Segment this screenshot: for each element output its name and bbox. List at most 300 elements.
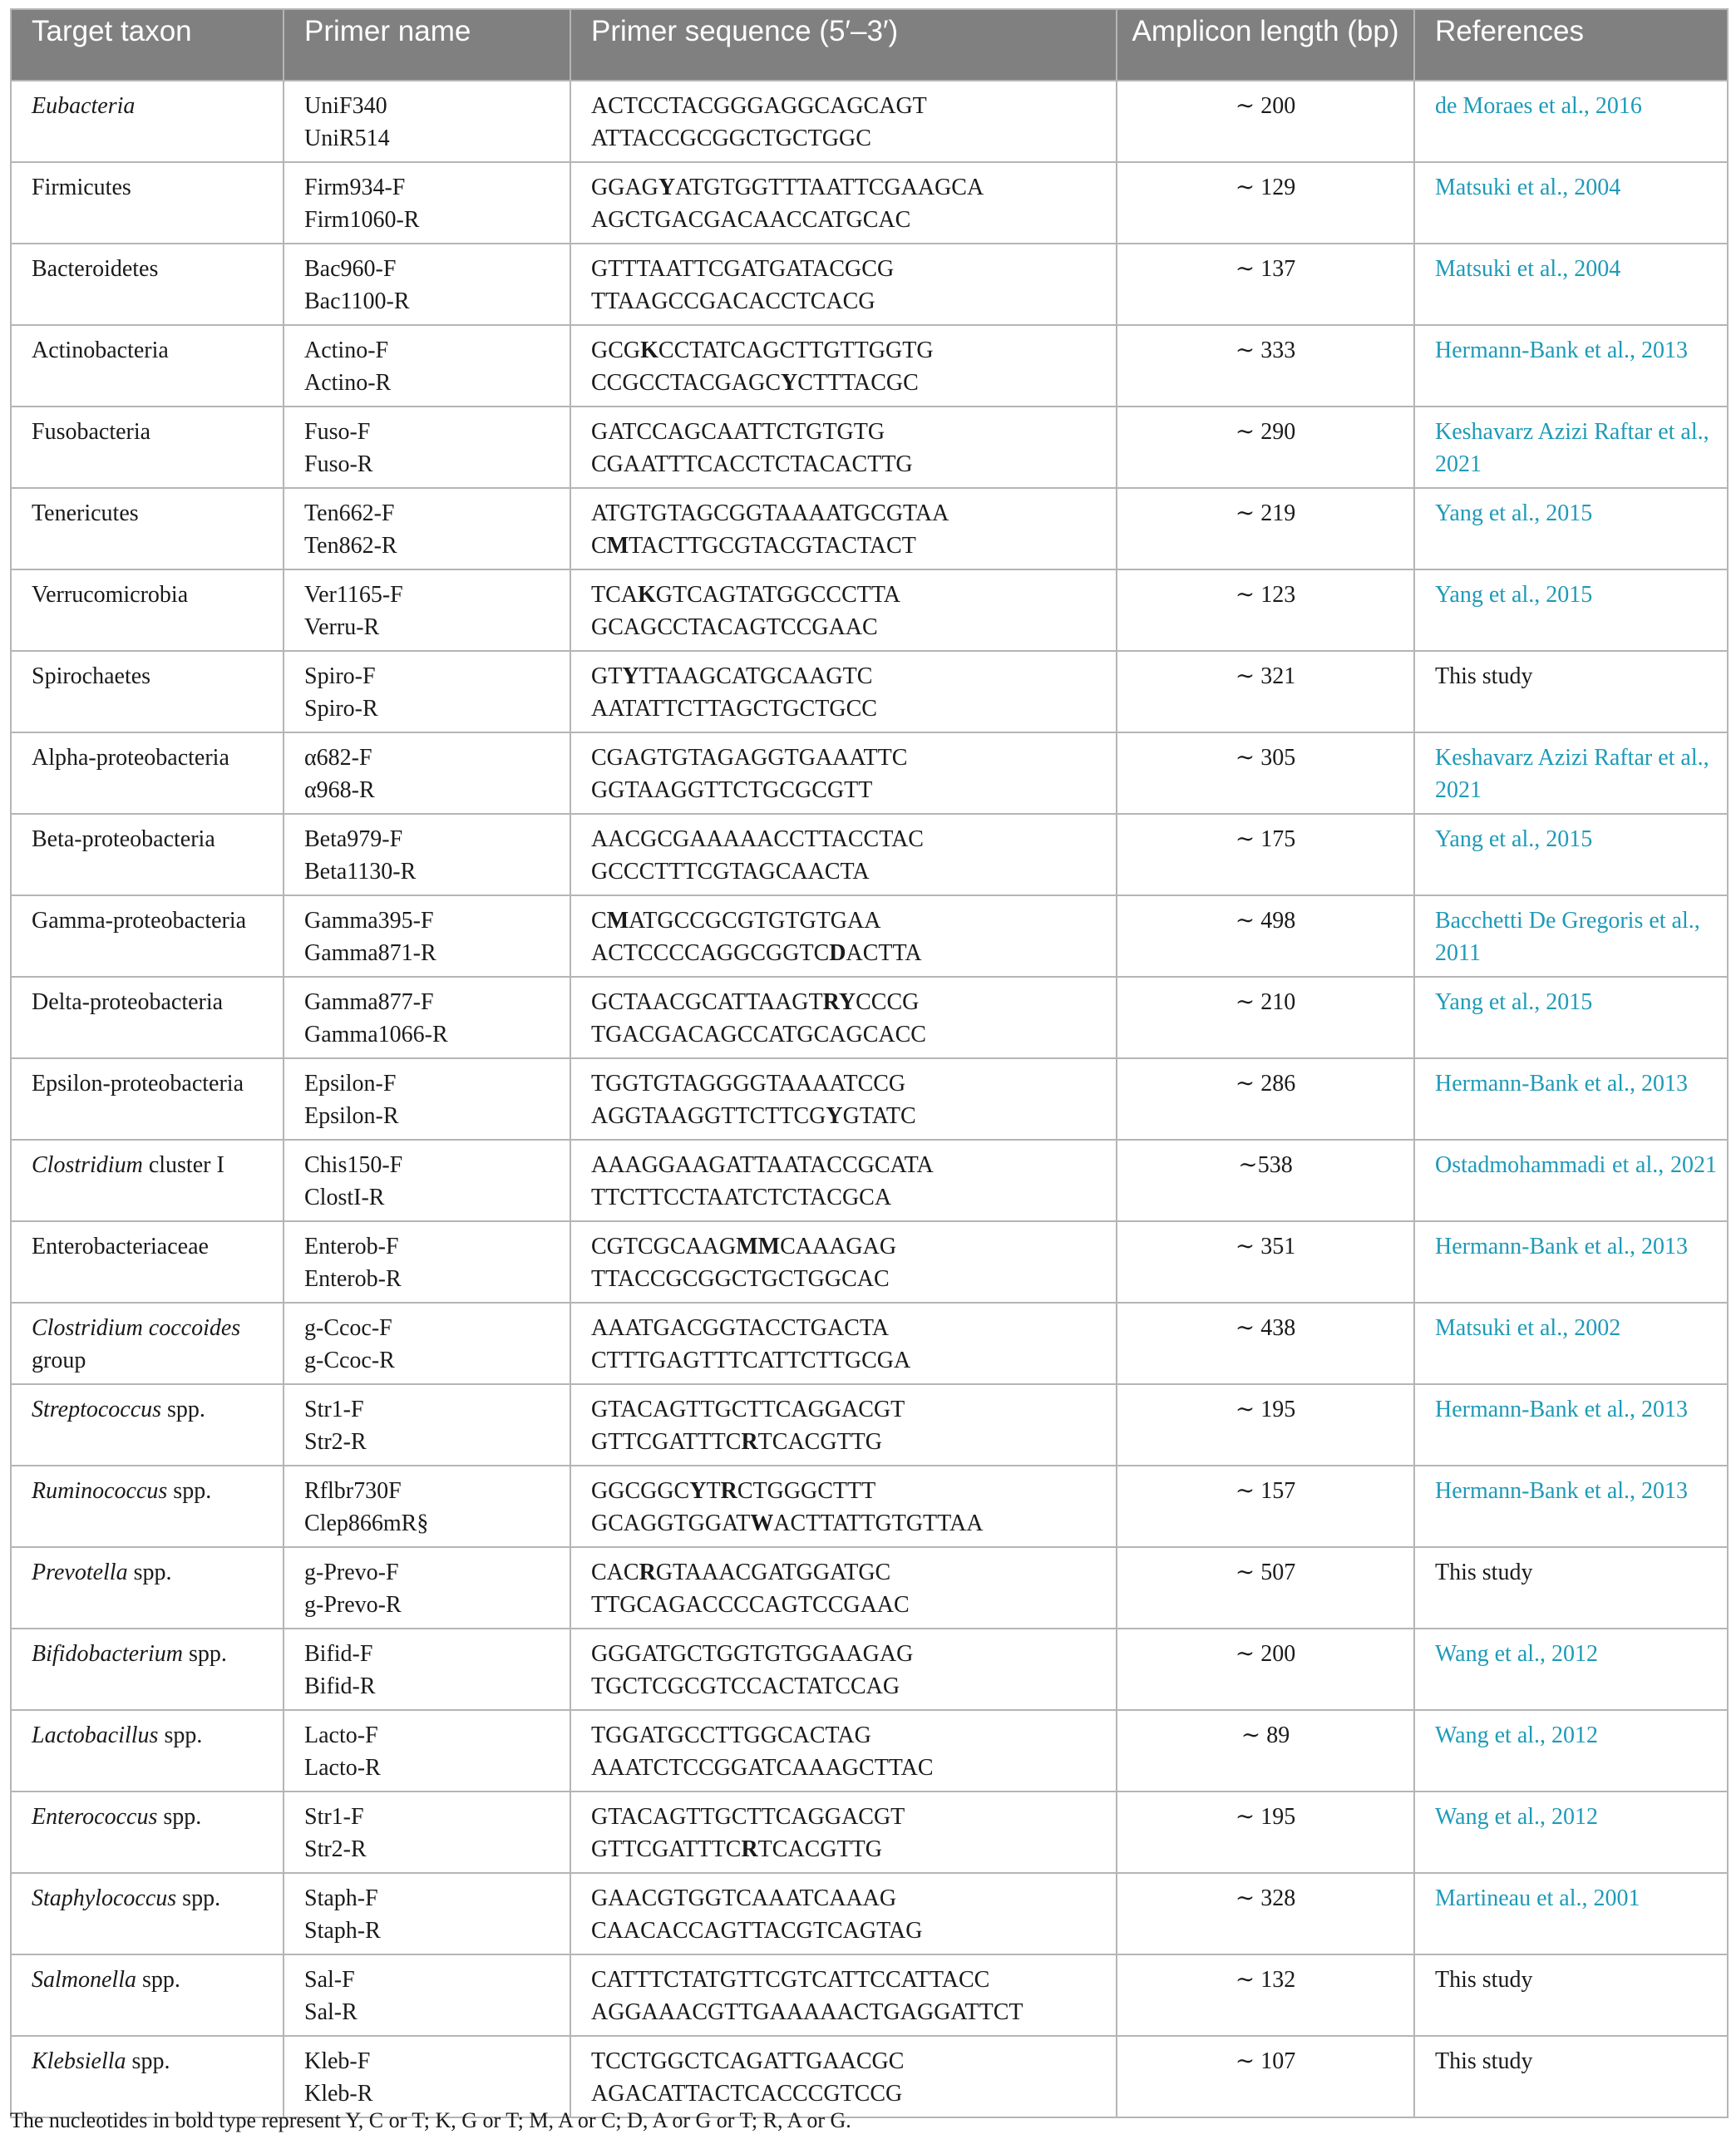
- sequence-segment: TCACGTTG: [757, 1836, 882, 1862]
- amplicon-length-cell: ∼ 107: [1117, 2036, 1414, 2117]
- degenerate-nucleotide: R: [741, 1836, 758, 1862]
- sequence-segment: ACTCCCCAGGCGGTC: [591, 940, 830, 966]
- primer-sequence: [591, 774, 1106, 806]
- amplicon-length-cell: ∼ 210: [1117, 977, 1414, 1058]
- primer-name: Beta979-F: [304, 826, 403, 852]
- sequence-segment: TCA: [591, 582, 638, 608]
- primer-name-cell: [284, 1140, 570, 1221]
- primer-sequence: [591, 1996, 1106, 2028]
- taxon-text: spp.: [167, 1478, 212, 1504]
- primer-sequence-cell: [570, 407, 1117, 488]
- sequence-segment: GTTTAATTCGATGATACGCG: [591, 256, 895, 282]
- sequence-segment: AAATGACGGTACCTGACTA: [591, 1315, 889, 1341]
- table-row: [11, 1140, 1728, 1221]
- primer-sequence: [591, 448, 1106, 481]
- primer-sequence: [591, 692, 1106, 725]
- sequence-segment: C: [591, 533, 607, 559]
- sequence-segment: GCAGGTGGAT: [591, 1511, 751, 1536]
- sequence-segment: TTGCAGACCCCAGTCCGAAC: [591, 1592, 910, 1618]
- taxon-text: Beta-proteobacteria: [32, 826, 215, 852]
- reference-label: Matsuki et al., 2004: [1435, 175, 1621, 200]
- primer-name: Fuso-F: [304, 419, 371, 445]
- reference-label: This study: [1435, 1967, 1533, 1993]
- primer-sequence: [591, 986, 1106, 1018]
- reference-link[interactable]: [1414, 407, 1728, 488]
- taxon-italic-text: Clostridium coccoides: [32, 1315, 241, 1341]
- degenerate-nucleotide: K: [640, 338, 658, 363]
- reference-label: Yang et al., 2015: [1435, 826, 1593, 852]
- taxon-text: spp.: [182, 1641, 227, 1667]
- taxon-text: Tenericutes: [32, 500, 139, 526]
- primer-name: Clep866mR§: [304, 1511, 429, 1536]
- sequence-segment: AATATTCTTAGCTGCTGCC: [591, 696, 877, 722]
- primer-sequence-cell: [570, 1547, 1117, 1629]
- degenerate-nucleotide: MM: [736, 1234, 781, 1259]
- table-footnote: The nucleotides in bold type represent Y, C or T; K, G or T; M, A or C; D, A or G or T; R, A or G.: [10, 2108, 851, 2132]
- sequence-segment: CAACACCAGTTACGTCAGTAG: [591, 1918, 923, 1944]
- target-taxon-cell: [11, 651, 284, 732]
- sequence-segment: CGAGTGTAGAGGTGAAATTC: [591, 745, 908, 771]
- target-taxon-cell: [11, 1303, 284, 1384]
- reference-link[interactable]: [1414, 895, 1728, 977]
- primer-sequence: [591, 904, 1106, 937]
- target-taxon-cell: [11, 732, 284, 814]
- reference-link[interactable]: [1414, 569, 1728, 651]
- primer-name: Gamma1066-R: [304, 1022, 448, 1047]
- sequence-segment: CAAAGAG: [780, 1234, 897, 1259]
- primer-sequence: [591, 2077, 1106, 2110]
- taxon-text: Bacteroidetes: [32, 256, 159, 282]
- reference-link[interactable]: [1414, 732, 1728, 814]
- table-row: [11, 1547, 1728, 1629]
- primer-sequence-cell: [570, 1792, 1117, 1873]
- reference-link[interactable]: [1414, 325, 1728, 407]
- primer-name-cell: [284, 1954, 570, 2036]
- reference-link[interactable]: [1414, 162, 1728, 244]
- taxon-italic-text: Streptococcus: [32, 1397, 162, 1422]
- primer-name: Ten662-F: [304, 500, 395, 526]
- primer-name-cell: [284, 162, 570, 244]
- taxon-text: spp.: [127, 1560, 172, 1585]
- target-taxon-cell: [11, 1384, 284, 1466]
- amplicon-length-cell: ∼ 132: [1117, 1954, 1414, 2036]
- sequence-segment: TGGTGTAGGGGTAAAATCCG: [591, 1071, 906, 1097]
- primer-sequence-cell: [570, 1710, 1117, 1792]
- primer-sequence: [591, 1393, 1106, 1426]
- primer-name-cell: [284, 1873, 570, 1954]
- sequence-segment: GGTAAGGTTCTGCGCGTT: [591, 777, 873, 803]
- reference-label: Wang et al., 2012: [1435, 1723, 1599, 1748]
- primer-name: UniF340: [304, 93, 387, 119]
- primer-name-cell: [284, 488, 570, 569]
- primer-sequence: [591, 1833, 1106, 1865]
- target-taxon-cell: [11, 325, 284, 407]
- sequence-segment: GTACAGTTGCTTCAGGACGT: [591, 1804, 905, 1830]
- sequence-segment: ATGCCGCGTGTGTGAA: [629, 908, 881, 934]
- sequence-segment: CAC: [591, 1560, 639, 1585]
- primer-name-cell: [284, 732, 570, 814]
- sequence-segment: GTACAGTTGCTTCAGGACGT: [591, 1397, 905, 1422]
- header-references: References: [1414, 9, 1728, 81]
- header-row: [11, 9, 1728, 81]
- reference-link[interactable]: [1414, 1384, 1728, 1466]
- reference-link[interactable]: [1414, 1140, 1728, 1221]
- amplicon-length-cell: ∼538: [1117, 1140, 1414, 1221]
- amplicon-length-cell: ∼ 200: [1117, 81, 1414, 162]
- primer-sequence: [591, 2045, 1106, 2077]
- sequence-segment: ATTACCGCGGCTGCTGGC: [591, 126, 871, 151]
- primer-name: Bac1100-R: [304, 288, 410, 314]
- sequence-segment: GT: [591, 663, 623, 689]
- primer-sequence: [591, 742, 1106, 774]
- primer-name: α682-F: [304, 745, 372, 771]
- sequence-segment: TGACGACAGCCATGCAGCACC: [591, 1022, 926, 1047]
- sequence-segment: GTATC: [842, 1103, 916, 1129]
- primer-name: g-Ccoc-R: [304, 1348, 395, 1373]
- taxon-text: Verrucomicrobia: [32, 582, 189, 608]
- primer-name: UniR514: [304, 126, 390, 151]
- amplicon-length-cell: ∼ 498: [1117, 895, 1414, 977]
- target-taxon-cell: [11, 1710, 284, 1792]
- reference-link[interactable]: [1414, 1710, 1728, 1792]
- reference-text: [1414, 1954, 1728, 2036]
- taxon-text: spp.: [126, 2048, 170, 2074]
- sequence-segment: ACTTATTGTGTTAA: [773, 1511, 984, 1536]
- taxon-italic-text: Clostridium: [32, 1152, 143, 1178]
- primer-name: Staph-R: [304, 1918, 381, 1944]
- target-taxon-cell: [11, 1140, 284, 1221]
- primer-name-cell: [284, 1058, 570, 1140]
- reference-text: [1414, 1547, 1728, 1629]
- reference-label: Ostadmohammadi et al., 2021: [1435, 1152, 1717, 1178]
- primer-sequence: [591, 1752, 1106, 1784]
- sequence-segment: TGCTCGCGTCCACTATCCAG: [591, 1673, 900, 1699]
- primer-name: Spiro-R: [304, 696, 378, 722]
- primer-sequence: [591, 1149, 1106, 1181]
- primer-name: Chis150-F: [304, 1152, 403, 1178]
- sequence-segment: GTTCGATTTC: [591, 1836, 742, 1862]
- taxon-italic-text: Klebsiella: [32, 2048, 126, 2074]
- target-taxon-cell: [11, 1547, 284, 1629]
- amplicon-length-cell: ∼ 507: [1117, 1547, 1414, 1629]
- sequence-segment: AGCTGACGACAACCATGCAC: [591, 207, 911, 233]
- table-row: [11, 81, 1728, 162]
- sequence-segment: CATTTCTATGTTCGTCATTCCATTACC: [591, 1967, 990, 1993]
- primer-name: g-Prevo-R: [304, 1592, 402, 1618]
- primer-name: Firm1060-R: [304, 207, 420, 233]
- primer-sequence: [591, 497, 1106, 530]
- primer-sequence-cell: [570, 1058, 1117, 1140]
- target-taxon-cell: [11, 81, 284, 162]
- primer-name: Verru-R: [304, 614, 380, 640]
- primer-name: Ver1165-F: [304, 582, 403, 608]
- primer-name-cell: [284, 1466, 570, 1547]
- reference-link[interactable]: [1414, 81, 1728, 162]
- sequence-segment: CTGGGCTTT: [737, 1478, 876, 1504]
- amplicon-length-cell: ∼ 175: [1117, 814, 1414, 895]
- primer-name: Str1-F: [304, 1804, 364, 1830]
- amplicon-length-cell: ∼ 200: [1117, 1629, 1414, 1710]
- primer-sequence: [591, 1344, 1106, 1377]
- primer-name-cell: [284, 1384, 570, 1466]
- amplicon-length-cell: ∼ 321: [1117, 651, 1414, 732]
- reference-link[interactable]: [1414, 1303, 1728, 1384]
- sequence-segment: ACTTA: [846, 940, 922, 966]
- amplicon-length-cell: ∼ 286: [1117, 1058, 1414, 1140]
- target-taxon-cell: [11, 814, 284, 895]
- reference-label: Keshavarz Azizi Raftar et al., 2021: [1435, 745, 1709, 803]
- sequence-segment: TTCTTCCTAATCTCTACGCA: [591, 1185, 892, 1210]
- amplicon-length-cell: ∼ 290: [1117, 407, 1414, 488]
- amplicon-length-cell: ∼ 195: [1117, 1792, 1414, 1873]
- table-row: [11, 1303, 1728, 1384]
- primer-name: Firm934-F: [304, 175, 406, 200]
- target-taxon-cell: [11, 1058, 284, 1140]
- primer-name: Epsilon-R: [304, 1103, 399, 1129]
- reference-link[interactable]: [1414, 1466, 1728, 1547]
- primer-name: Rflbr730F: [304, 1478, 402, 1504]
- sequence-segment: AGGAAACGTTGAAAAACTGAGGATTCT: [591, 1999, 1023, 2025]
- table-row: [11, 1629, 1728, 1710]
- primer-name: Bifid-F: [304, 1641, 373, 1667]
- reference-label: Yang et al., 2015: [1435, 989, 1593, 1015]
- reference-link[interactable]: [1414, 488, 1728, 569]
- primer-sequence-cell: [570, 162, 1117, 244]
- reference-label: Yang et al., 2015: [1435, 582, 1593, 608]
- primer-name-cell: [284, 1792, 570, 1873]
- primer-name: Ten862-R: [304, 533, 397, 559]
- amplicon-length-cell: ∼ 195: [1117, 1384, 1414, 1466]
- primer-sequence: [591, 204, 1106, 236]
- primer-name: Actino-F: [304, 338, 389, 363]
- primer-sequence: [591, 823, 1106, 855]
- reference-link[interactable]: [1414, 1873, 1728, 1954]
- degenerate-nucleotide: M: [606, 533, 629, 559]
- reference-label: Bacchetti De Gregoris et al., 2011: [1435, 908, 1700, 966]
- primer-name: Spiro-F: [304, 663, 376, 689]
- amplicon-length-cell: ∼ 123: [1117, 569, 1414, 651]
- amplicon-length-cell: ∼ 157: [1117, 1466, 1414, 1547]
- header-primer-sequence: Primer sequence (5′–3′): [570, 9, 1117, 81]
- primer-name-cell: [284, 977, 570, 1058]
- sequence-segment: GAACGTGGTCAAATCAAAG: [591, 1885, 897, 1911]
- primer-name-cell: [284, 1710, 570, 1792]
- primer-name-cell: [284, 895, 570, 977]
- reference-text: [1414, 651, 1728, 732]
- primer-sequence-cell: [570, 81, 1117, 162]
- primer-name-cell: [284, 1221, 570, 1303]
- target-taxon-cell: [11, 569, 284, 651]
- primer-sequence: [591, 937, 1106, 969]
- amplicon-length-cell: ∼ 129: [1117, 162, 1414, 244]
- degenerate-nucleotide: R: [720, 1478, 737, 1504]
- taxon-text: spp.: [176, 1885, 221, 1911]
- degenerate-nucleotide: R: [741, 1429, 758, 1455]
- taxon-text: Spirochaetes: [32, 663, 151, 689]
- primer-name: g-Ccoc-F: [304, 1315, 392, 1341]
- primer-name: Enterob-R: [304, 1266, 402, 1292]
- taxon-italic-text: Bifidobacterium: [32, 1641, 183, 1667]
- primer-name-cell: [284, 569, 570, 651]
- table-row: [11, 569, 1728, 651]
- primer-sequence-cell: [570, 244, 1117, 325]
- table-row: [11, 1710, 1728, 1792]
- sequence-segment: TCCTGGCTCAGATTGAACGC: [591, 2048, 905, 2074]
- primer-name-cell: [284, 1547, 570, 1629]
- table-row: [11, 732, 1728, 814]
- reference-text: [1414, 2036, 1728, 2117]
- primer-sequence-cell: [570, 325, 1117, 407]
- taxon-text: cluster I: [142, 1152, 224, 1178]
- sequence-segment: GCG: [591, 338, 641, 363]
- primer-sequence: [591, 1638, 1106, 1670]
- table-row: [11, 244, 1728, 325]
- primer-sequence: [591, 1018, 1106, 1051]
- taxon-italic-text: Prevotella: [32, 1560, 128, 1585]
- target-taxon-cell: [11, 244, 284, 325]
- table-row: [11, 895, 1728, 977]
- primer-name: Str2-R: [304, 1836, 367, 1862]
- reference-link[interactable]: [1414, 814, 1728, 895]
- primer-sequence-cell: [570, 1629, 1117, 1710]
- sequence-segment: CGAATTTCACCTCTACACTTG: [591, 451, 913, 477]
- sequence-segment: CCCG: [856, 989, 920, 1015]
- degenerate-nucleotide: M: [606, 908, 629, 934]
- sequence-segment: GTTCGATTTC: [591, 1429, 742, 1455]
- sequence-segment: TTAAGCCGACACCTCACG: [591, 288, 875, 314]
- degenerate-nucleotide: Y: [781, 370, 798, 396]
- reference-label: Yang et al., 2015: [1435, 500, 1593, 526]
- taxon-text: spp.: [136, 1967, 180, 1993]
- primer-sequence: [591, 1556, 1106, 1589]
- taxon-italic-text: Salmonella: [32, 1967, 136, 1993]
- taxon-text: Enterobacteriaceae: [32, 1234, 209, 1259]
- primer-name: Str1-F: [304, 1397, 364, 1422]
- reference-link[interactable]: [1414, 1221, 1728, 1303]
- target-taxon-cell: [11, 1792, 284, 1873]
- reference-label: Hermann-Bank et al., 2013: [1435, 1071, 1689, 1097]
- primer-sequence: [591, 1067, 1106, 1100]
- sequence-segment: AGACATTACTCACCCGTCCG: [591, 2081, 903, 2107]
- table-row: [11, 1058, 1728, 1140]
- primer-name: Bac960-F: [304, 256, 397, 282]
- primer-name-cell: [284, 407, 570, 488]
- table-row: [11, 407, 1728, 488]
- sequence-segment: GTCAGTATGGCCCTTA: [655, 582, 900, 608]
- primer-sequence-cell: [570, 732, 1117, 814]
- table-row: [11, 488, 1728, 569]
- reference-label: Matsuki et al., 2004: [1435, 256, 1621, 282]
- reference-link[interactable]: [1414, 1792, 1728, 1873]
- target-taxon-cell: [11, 1954, 284, 2036]
- table-row: [11, 1466, 1728, 1547]
- amplicon-length-cell: ∼ 328: [1117, 1873, 1414, 1954]
- header-amplicon-length: Amplicon length (bp): [1117, 9, 1414, 81]
- table-body: [11, 81, 1728, 2117]
- table-row: [11, 325, 1728, 407]
- reference-link[interactable]: [1414, 1058, 1728, 1140]
- primer-name: Str2-R: [304, 1429, 367, 1455]
- target-taxon-cell: [11, 1629, 284, 1710]
- reference-link[interactable]: [1414, 977, 1728, 1058]
- primer-sequence: [591, 334, 1106, 367]
- primer-sequence: [591, 171, 1106, 204]
- sequence-segment: CTTTACGC: [797, 370, 919, 396]
- primer-name-cell: [284, 244, 570, 325]
- primer-sequence: [591, 1475, 1106, 1507]
- sequence-segment: GGGATGCTGGTGTGGAAGAG: [591, 1641, 914, 1667]
- primer-sequence: [591, 1801, 1106, 1833]
- reference-link[interactable]: [1414, 244, 1728, 325]
- primer-name: Staph-F: [304, 1885, 378, 1911]
- table-row: [11, 977, 1728, 1058]
- taxon-italic-text: Ruminococcus: [32, 1478, 168, 1504]
- reference-label: Wang et al., 2012: [1435, 1641, 1599, 1667]
- sequence-segment: GGAG: [591, 175, 658, 200]
- sequence-segment: TGGATGCCTTGGCACTAG: [591, 1723, 871, 1748]
- sequence-segment: ATGTGTAGCGGTAAAATGCGTAA: [591, 500, 949, 526]
- target-taxon-cell: [11, 162, 284, 244]
- sequence-segment: AAAGGAAGATTAATACCGCATA: [591, 1152, 934, 1178]
- taxon-text: Delta-proteobacteria: [32, 989, 224, 1015]
- primer-sequence: [591, 1915, 1106, 1947]
- primer-sequence-cell: [570, 651, 1117, 732]
- target-taxon-cell: [11, 1466, 284, 1547]
- amplicon-length-cell: ∼ 438: [1117, 1303, 1414, 1384]
- primer-sequence: [591, 855, 1106, 888]
- primer-sequence: [591, 1100, 1106, 1132]
- degenerate-nucleotide: W: [750, 1511, 774, 1536]
- primer-name-cell: [284, 1303, 570, 1384]
- amplicon-length-cell: ∼ 137: [1117, 244, 1414, 325]
- primer-sequence: [591, 1964, 1106, 1996]
- primer-name: Gamma871-R: [304, 940, 436, 966]
- primer-sequence: [591, 1670, 1106, 1703]
- primer-name-cell: [284, 325, 570, 407]
- table-row: [11, 2036, 1728, 2117]
- reference-link[interactable]: [1414, 1629, 1728, 1710]
- primer-name: Actino-R: [304, 370, 392, 396]
- target-taxon-cell: [11, 2036, 284, 2117]
- primer-sequence-cell: [570, 895, 1117, 977]
- sequence-segment: GCTAACGCATTAAGT: [591, 989, 823, 1015]
- reference-label: Matsuki et al., 2002: [1435, 1315, 1621, 1341]
- degenerate-nucleotide: Y: [826, 1103, 843, 1129]
- taxon-italic-text: Eubacteria: [32, 93, 136, 119]
- primer-sequence: [591, 90, 1106, 122]
- sequence-segment: GCAGCCTACAGTCCGAAC: [591, 614, 878, 640]
- taxon-text: spp.: [157, 1804, 202, 1830]
- taxon-text: spp.: [158, 1723, 203, 1748]
- reference-label: This study: [1435, 663, 1533, 689]
- primer-sequence: [591, 1719, 1106, 1752]
- primer-name: Beta1130-R: [304, 859, 417, 885]
- primer-sequence-cell: [570, 977, 1117, 1058]
- reference-label: de Moraes et al., 2016: [1435, 93, 1642, 119]
- primer-sequence: [591, 122, 1106, 155]
- sequence-segment: CTTTGAGTTTCATTCTTGCGA: [591, 1348, 911, 1373]
- primer-name: Lacto-F: [304, 1723, 378, 1748]
- sequence-segment: GTAAACGATGGATGC: [655, 1560, 891, 1585]
- primer-sequence: [591, 1426, 1106, 1458]
- primer-sequence: [591, 1230, 1106, 1263]
- reference-label: Wang et al., 2012: [1435, 1804, 1599, 1830]
- degenerate-nucleotide: Y: [658, 175, 676, 200]
- primer-table: [10, 8, 1729, 2118]
- primer-sequence: [591, 579, 1106, 611]
- primer-name: Fuso-R: [304, 451, 373, 477]
- target-taxon-cell: [11, 977, 284, 1058]
